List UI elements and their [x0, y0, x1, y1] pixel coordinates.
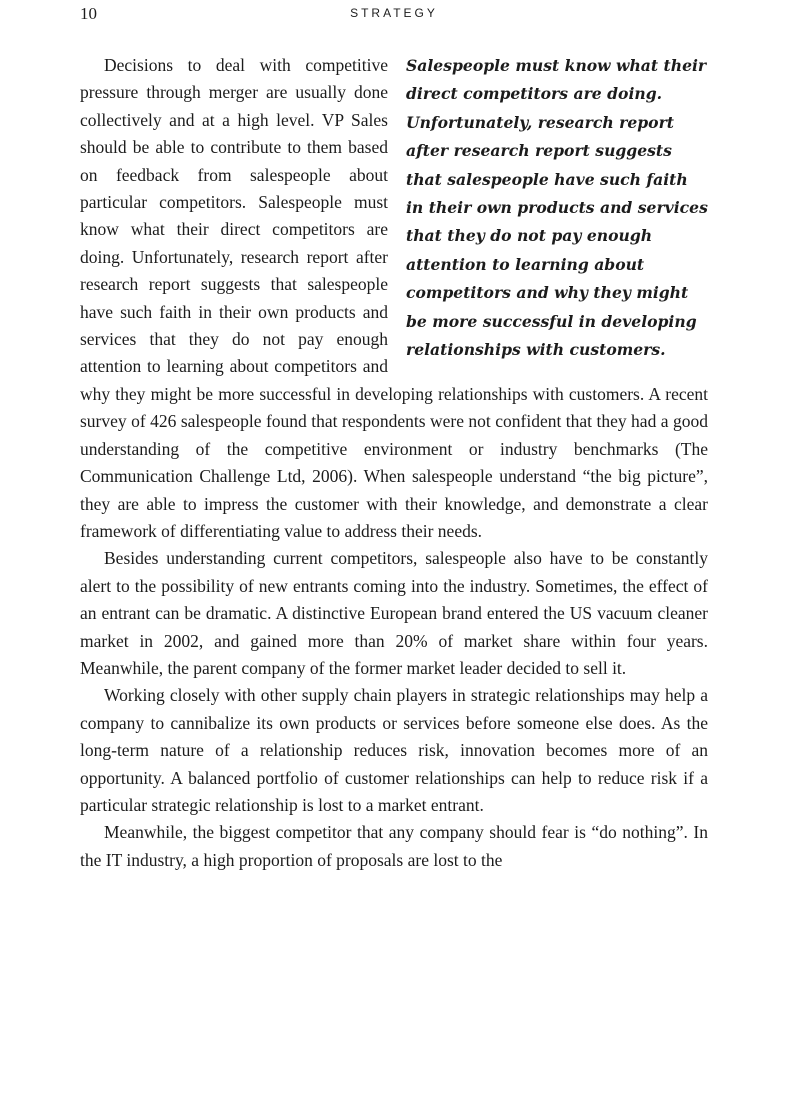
pull-quote-text: Salespeople must know what their direct competitors are doing. Unfortunately, research report after research report suggests that salespeople have such faith in their own products and services that they do not pay enough attention to learning about competitors and why they might be more successful in developing relationships with customers. — [406, 56, 708, 360]
page-number: 10 — [80, 4, 97, 23]
pull-quote — [406, 52, 708, 364]
paragraph: Working closely with other supply chain players in strategic relationships may help a company to cannibalize its own products or services before someone else does. As the long-term nature of a relationship reduces risk, innovation becomes more of an opportunity. A balanced portfolio of customer relationships can help to reduce risk if a particular strategic relationship is lost to a market entrant. — [80, 685, 708, 815]
running-head: STRATEGY — [350, 6, 438, 20]
paragraph: Meanwhile, the biggest competitor that any company should fear is “do nothing”. In the IT industry, a high proportion of proposals are lost to the — [80, 822, 708, 870]
paragraph: Besides understanding current competitors, salespeople also have to be constantly alert to the possibility of new entrants coming into the industry. Sometimes, the effect of an entrant can be dramatic. A distinctive European brand entered the US vacuum cleaner market in 2002, and gained more than 20% of market share within four years. Meanwhile, the parent company of the former market leader decided to sell it. — [80, 548, 708, 678]
paragraph: Decisions to deal with competitive pressure through merger are usually done collectively and at a high level. VP Sales should be able to contribute to them based on feedback from salespeople about particular competitors. Salespeople must know what their direct competitors are doing. Unfortunately, research report after research report suggests that salespeople have such faith in their own products and services that they do not pay enough attention to learning about competitors and why they might be more successful in developing relationships with customers. A recent survey of 426 salespeople found that respondents were not confident that they had a good understanding of the competitive environment or industry benchmarks (The Communication Challenge Ltd, 2006). When salespeople understand “the big picture”, they are able to impress the customer with their knowledge, and demonstrate a clear framework of differentiating value to address their needs. — [80, 55, 708, 541]
body-text — [80, 52, 708, 874]
page-header — [80, 4, 708, 26]
